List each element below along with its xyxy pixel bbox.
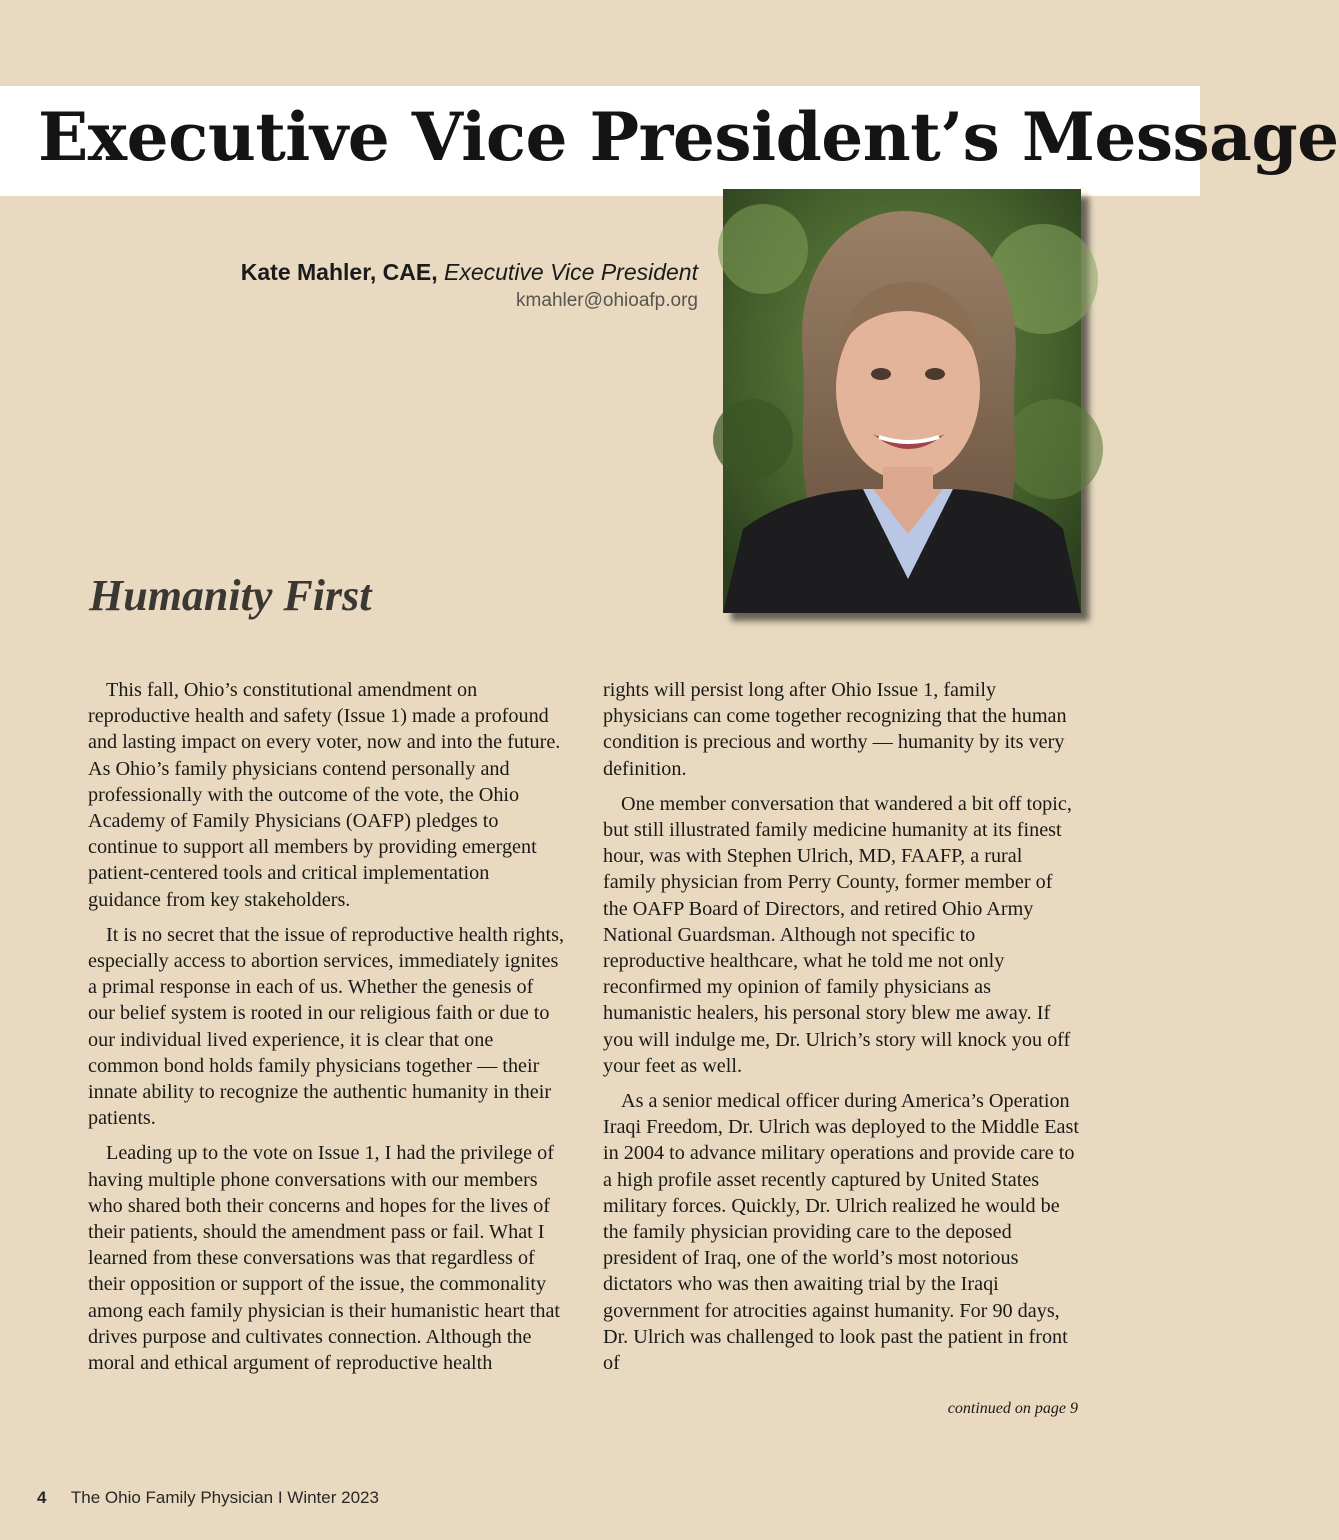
author-email[interactable]: kmahler@ohioafp.org: [516, 290, 698, 311]
author-role: Executive Vice President: [444, 259, 698, 285]
publication-name: The Ohio Family Physician: [70, 1488, 274, 1507]
article-paragraph: One member conversation that wandered a bit off topic, but still illustrated family medicine humanity at its finest hour, was with Stephen Ulrich, MD, FAAFP, a rural family physician from Perry County, former member of the OAFP Board of Directors, and retired Ohio Army National Guardsman. Although not specific to reproductive healthcare, what he told me not only reconfirmed my opinion of family physicians as humanistic healers, his personal story blew me away. If you will indulge me, Dr. Ulrich’s story will knock you off your feet as well.: [603, 792, 1072, 1077]
portrait-photo-icon: [723, 189, 1081, 613]
byline: [241, 256, 698, 314]
page-number: 4: [37, 1488, 47, 1507]
article-paragraph: rights will persist long after Ohio Issue 1, family physicians can come together recognizing that the human condition is precious and worthy — humanity by its very definition.: [603, 679, 1067, 780]
author-line: [241, 256, 698, 288]
article-paragraph: As a senior medical officer during America’s Operation Iraqi Freedom, Dr. Ulrich was deployed to the Middle East in 2004 to advance military operations and provide care to a high profile asset recently captured by United States military forces. Quickly, Dr. Ulrich realized he would be the family physician providing care to the deposed president of Iraq, one of the world’s most notorious dictators who was then awaiting trial by the Iraqi government for atrocities against humanity. For 90 days, Dr. Ulrich was challenged to look past the patient in front of: [603, 1090, 1079, 1375]
author-photo: [723, 189, 1081, 613]
continued-note[interactable]: continued on page 9: [947, 1400, 1078, 1417]
article-paragraph: Leading up to the vote on Issue 1, I had the privilege of having multiple phone conversations with our members who shared both their concerns and hopes for the lives of their patients, should the amendment pass or fail. What I learned from these conversations was that regardless of their opposition or support of the issue, the commonality among each family physician is their humanistic heart that drives purpose and cultivates connection. Although the moral and ethical argument of reproductive health: [88, 1142, 561, 1375]
page-title: Executive Vice President’s Message: [38, 98, 1339, 176]
article-column-right: [603, 677, 1079, 1385]
author-name: Kate Mahler, CAE,: [240, 259, 438, 285]
article-heading: Humanity First: [89, 571, 372, 620]
issue-date: Winter 2023: [287, 1488, 379, 1507]
page-footer: [37, 1486, 379, 1510]
article-paragraph: It is no secret that the issue of reproductive health rights, especially access to abortion services, immediately ignites a primal response in each of us. Whether the genesis of our belief system is rooted in our religious faith or due to our individual lived experience, it is clear that one common bond holds family physicians together — their innate ability to recognize the authentic humanity in their patients.: [88, 923, 565, 1130]
article-paragraph: This fall, Ohio’s constitutional amendment on reproductive health and safety (Issue 1) made a profound and lasting impact on every voter, now and into the future. As Ohio’s family physicians contend personally and professionally with the outcome of the vote, the Ohio Academy of Family Physicians (OAFP) pledges to continue to support all members by providing emergent patient-centered tools and critical implementation guidance from key stakeholders.: [88, 679, 561, 911]
article-column-left: [88, 677, 564, 1385]
footer-separator: I: [277, 1488, 283, 1507]
